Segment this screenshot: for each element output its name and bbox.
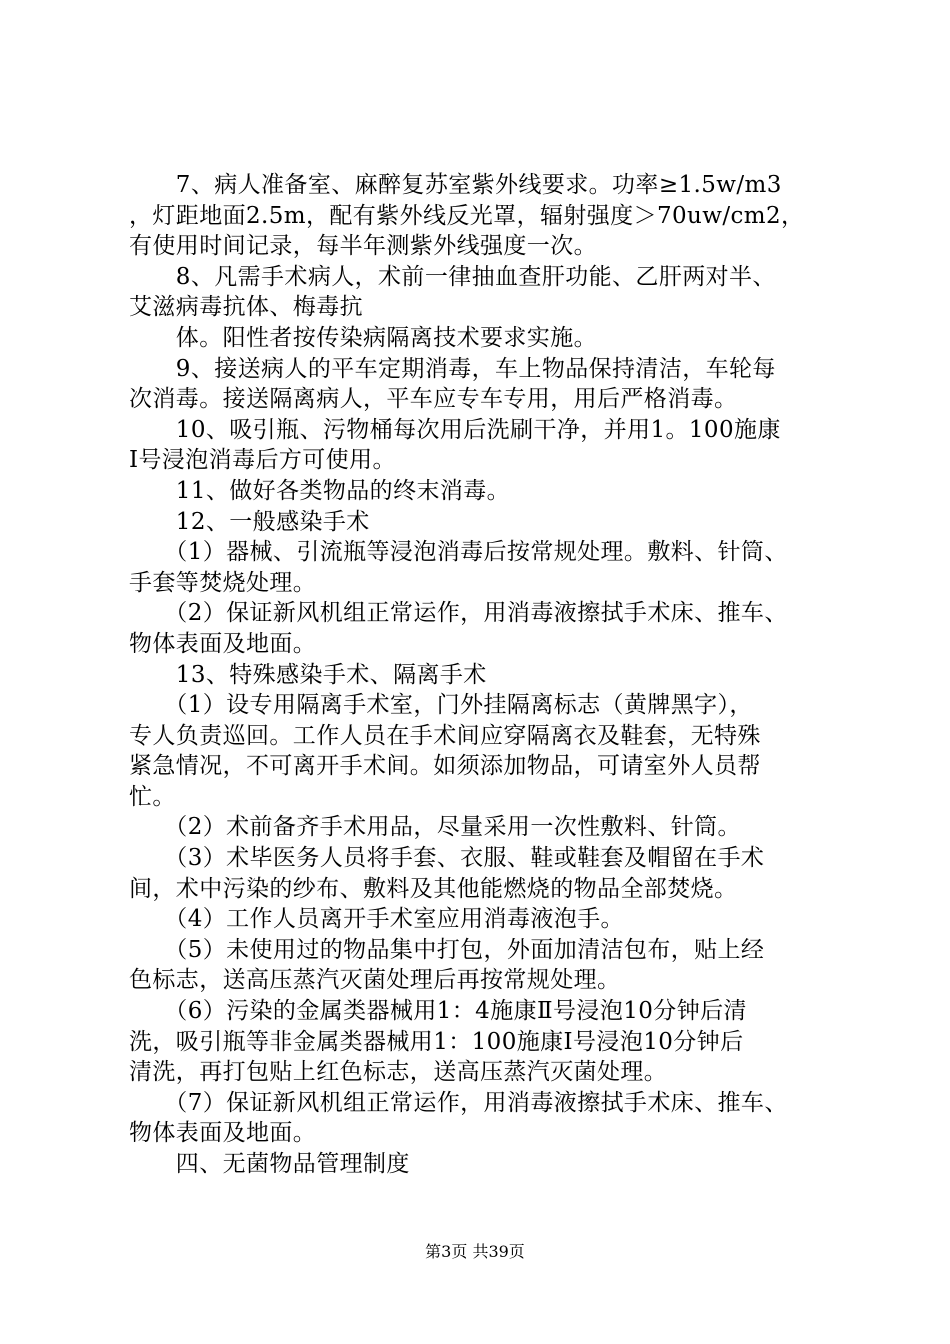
text-line: 艾滋病毒抗体、梅毒抗 <box>129 294 363 321</box>
text-line: 物体表面及地面。 <box>129 630 317 657</box>
text-line: （2）保证新风机组正常运作，用消毒液擦拭手术床、推车、 <box>129 600 788 627</box>
text-line: 11、做好各类物品的终末消毒。 <box>129 477 511 504</box>
text-line: 手套等焚烧处理。 <box>129 569 317 596</box>
document-body <box>129 170 829 1180</box>
text-line: 7、病人准备室、麻醉复苏室紫外线要求。功率≥1.5w/m3 <box>129 172 782 198</box>
text-line: 洗，吸引瓶等非金属类器械用1：100施康Ⅰ号浸泡10分钟后 <box>129 1028 744 1055</box>
text-line: （6）污染的金属类器械用1：4施康Ⅱ号浸泡10分钟后清 <box>129 998 747 1025</box>
text-line: 10、吸引瓶、污物桶每次用后洗刷干净，并用1。100施康 <box>129 416 781 443</box>
text-line: ，灯距地面2.5m，配有紫外线反光罩，辐射强度＞70uw/cm2， <box>129 202 805 229</box>
text-line: 9、接送病人的平车定期消毒，车上物品保持清洁，车轮每 <box>129 355 776 382</box>
text-line: （4）工作人员离开手术室应用消毒液泡手。 <box>129 906 624 933</box>
text-line: （1）器械、引流瓶等浸泡消毒后按常规处理。敷料、针筒、 <box>129 539 788 566</box>
text-line: 体。阳性者按传染病隔离技术要求实施。 <box>129 324 597 351</box>
text-line: 专人负责巡回。工作人员在手术间应穿隔离衣及鞋套，无特殊 <box>129 722 761 749</box>
text-line: （7）保证新风机组正常运作，用消毒液擦拭手术床、推车、 <box>129 1089 788 1116</box>
text-line: 8、凡需手术病人，术前一律抽血查肝功能、乙肝两对半、 <box>129 263 776 290</box>
text-line: 四、无菌物品管理制度 <box>129 1151 410 1177</box>
text-line: Ⅰ号浸泡消毒后方可使用。 <box>129 447 396 474</box>
page-footer: 第3页 共39页 <box>425 1242 525 1261</box>
text-line: 13、特殊感染手术、隔离手术 <box>129 661 487 688</box>
text-line: （5）未使用过的物品集中打包，外面加清洁包布，贴上经 <box>129 936 765 963</box>
text-line: 清洗，再打包贴上红色标志，送高压蒸汽灭菌处理。 <box>129 1059 668 1086</box>
text-line: （1）设专用隔离手术室，门外挂隔离标志（黄牌黑字）， <box>129 692 753 719</box>
text-line: 色标志，送高压蒸汽灭菌处理后再按常规处理。 <box>129 967 621 994</box>
text-line: 12、一般感染手术 <box>129 508 370 535</box>
text-line: 间，术中污染的纱布、敷料及其他能燃烧的物品全部焚烧。 <box>129 875 738 902</box>
text-line: （3）术毕医务人员将手套、衣服、鞋或鞋套及帽留在手术 <box>129 845 765 872</box>
text-line: 有使用时间记录，每半年测紫外线强度一次。 <box>129 233 597 260</box>
text-line: 忙。 <box>129 783 176 810</box>
text-line: （2）术前备齐手术用品，尽量采用一次性敷料、针筒。 <box>129 814 741 841</box>
text-line: 次消毒。接送隔离病人，平车应专车专用，用后严格消毒。 <box>129 386 738 413</box>
text-line: 物体表面及地面。 <box>129 1120 317 1147</box>
text-line: 紧急情况，不可离开手术间。如须添加物品，可请室外人员帮 <box>129 753 761 780</box>
